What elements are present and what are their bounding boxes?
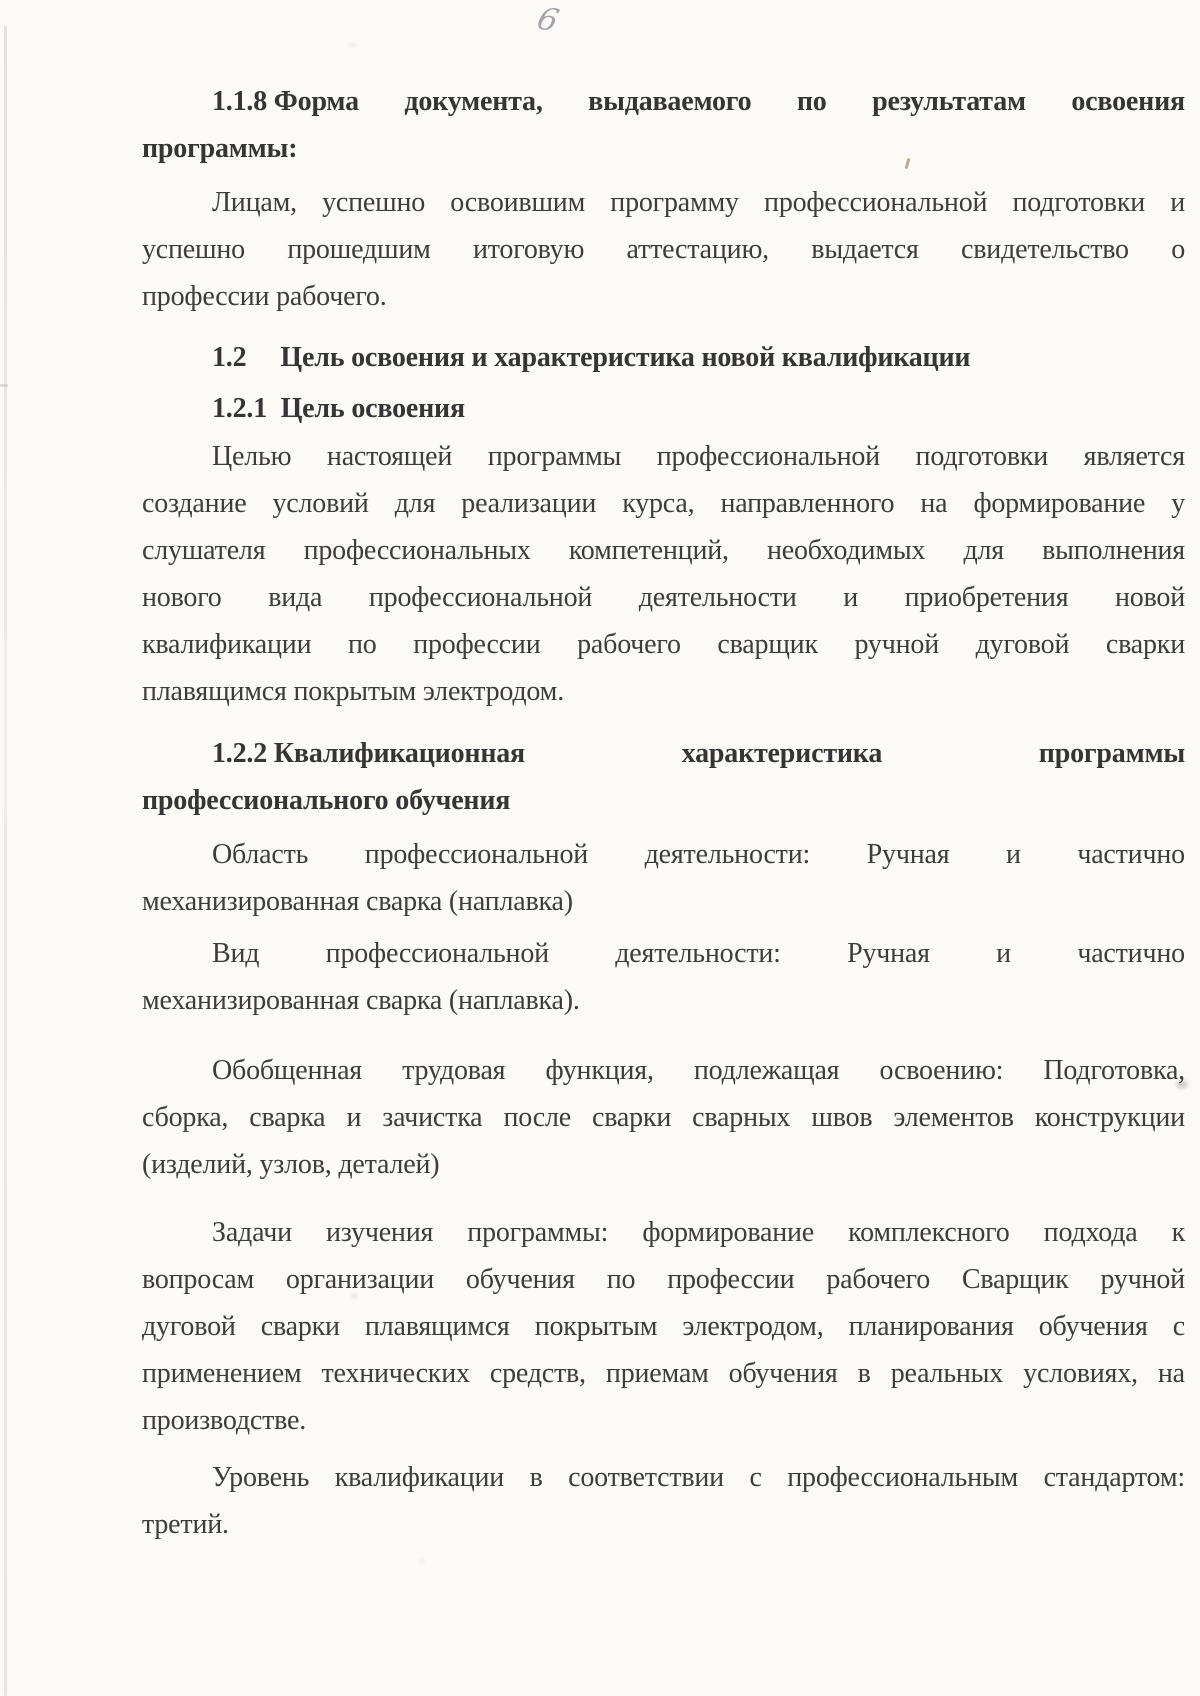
word: рабочего xyxy=(577,629,681,660)
word: и xyxy=(843,582,859,613)
word: о xyxy=(1171,234,1185,265)
text-line: профессионального обучения xyxy=(142,785,511,816)
word: профессии xyxy=(413,629,541,660)
word: и xyxy=(346,1102,362,1133)
word: выполнения xyxy=(1042,535,1185,566)
heading-1-2-1 xyxy=(142,385,1185,432)
word: профессиональной xyxy=(656,441,880,472)
word: 1.2.2 Квалификационная xyxy=(212,738,526,769)
word: итоговую xyxy=(472,234,585,265)
scan-smudge xyxy=(420,1560,424,1563)
word: комплексного xyxy=(848,1217,1010,1248)
word: к xyxy=(1171,1217,1185,1248)
word: формирование xyxy=(642,1217,815,1248)
text-line xyxy=(142,78,1185,125)
word: подготовки xyxy=(915,441,1049,472)
word: сварка xyxy=(249,1102,326,1133)
word: обучения xyxy=(1038,1311,1148,1342)
word: сварных xyxy=(692,1102,791,1133)
text-line xyxy=(142,930,1185,977)
word: характеристика xyxy=(681,738,883,769)
word: деятельности: xyxy=(644,839,811,870)
word: профессиональной xyxy=(325,938,549,969)
word: направленного xyxy=(720,488,895,519)
word: рабочего xyxy=(826,1264,930,1295)
word: подхода xyxy=(1043,1217,1138,1248)
word: освоившим xyxy=(450,187,586,218)
word: успешно xyxy=(142,234,245,265)
word: Уровень xyxy=(212,1462,310,1493)
word: Задачи xyxy=(212,1217,292,1248)
word: Сварщик xyxy=(961,1264,1069,1295)
text-line xyxy=(142,831,1185,878)
word: успешно xyxy=(322,187,426,218)
word: подготовки xyxy=(1012,187,1146,218)
word: квалификации xyxy=(142,629,312,660)
text-line xyxy=(142,1256,1185,1303)
word: профессии xyxy=(667,1264,795,1295)
text-line: производстве. xyxy=(142,1405,307,1436)
word: аттестацию, xyxy=(626,234,769,265)
para-labor-function xyxy=(142,1047,1185,1188)
text-line xyxy=(142,480,1185,527)
para-program-tasks xyxy=(142,1209,1185,1444)
word: профессиональных xyxy=(303,535,531,566)
word: Подготовка, xyxy=(1043,1055,1185,1086)
word: освоению: xyxy=(879,1055,1004,1086)
word: изучения xyxy=(325,1217,434,1248)
heading-1-1-8 xyxy=(142,78,1185,172)
text-line xyxy=(142,1454,1185,1501)
word: зачистка xyxy=(382,1102,483,1133)
word: создание xyxy=(142,488,247,519)
para-type-of-activity xyxy=(142,930,1185,1024)
word: по xyxy=(606,1264,636,1295)
para-area-of-activity xyxy=(142,831,1185,925)
word: сварки xyxy=(260,1311,340,1342)
word: сварки xyxy=(1105,629,1185,660)
word: сборка, xyxy=(142,1102,229,1133)
text-line: профессии рабочего. xyxy=(142,281,387,312)
word: швов xyxy=(811,1102,873,1133)
word: профессиональной xyxy=(764,187,988,218)
word: необходимых xyxy=(766,535,926,566)
word: формирование xyxy=(973,488,1146,519)
text-line: третий. xyxy=(142,1509,229,1540)
word: для xyxy=(963,535,1004,566)
word: профессиональной xyxy=(364,839,589,870)
word: дуговой xyxy=(142,1311,236,1342)
word: деятельности xyxy=(638,582,797,613)
word: компетенций, xyxy=(568,535,729,566)
word: технических xyxy=(321,1358,470,1389)
word: у xyxy=(1171,488,1185,519)
word: программы xyxy=(487,441,622,472)
word: новой xyxy=(1114,582,1185,613)
word: документа, xyxy=(404,86,543,117)
word: является xyxy=(1083,441,1185,472)
word: применением xyxy=(142,1358,302,1389)
word: на xyxy=(1157,1358,1185,1389)
word: ручной xyxy=(1100,1264,1185,1295)
word: и xyxy=(1170,187,1185,218)
heading-1-2 xyxy=(142,334,1185,381)
text-line: плавящимся покрытым электродом. xyxy=(142,676,565,707)
word: в xyxy=(529,1462,543,1493)
word: условий xyxy=(272,488,369,519)
text-line xyxy=(142,574,1185,621)
para-goal xyxy=(142,433,1185,715)
word: для xyxy=(394,488,436,519)
text-line: (изделий, узлов, деталей) xyxy=(142,1149,440,1180)
word: сварки xyxy=(592,1102,672,1133)
word: выдается xyxy=(811,234,919,265)
word: настоящей xyxy=(326,441,453,472)
word: по xyxy=(796,86,827,117)
word: программы: xyxy=(467,1217,609,1248)
word: освоения xyxy=(1071,86,1185,117)
word: обучения xyxy=(465,1264,575,1295)
text-line: механизированная сварка (наплавка). xyxy=(142,985,580,1016)
heading-1-2-2 xyxy=(142,730,1185,824)
word: подлежащая xyxy=(693,1055,840,1086)
word: квалификации xyxy=(334,1462,505,1493)
text-line xyxy=(142,226,1185,273)
word: электродом, xyxy=(682,1311,824,1342)
word: стандартом: xyxy=(1043,1462,1185,1493)
text-line xyxy=(142,1209,1185,1256)
word: результатам xyxy=(872,86,1026,117)
word: планирования xyxy=(848,1311,1014,1342)
word: соответствии xyxy=(568,1462,724,1493)
scan-margin-mark xyxy=(0,384,8,387)
word: приобретения xyxy=(904,582,1069,613)
text-line: механизированная сварка (наплавка) xyxy=(142,886,573,917)
text-line xyxy=(142,730,1185,777)
text-line xyxy=(142,1047,1185,1094)
word: частично xyxy=(1077,938,1185,969)
word: реализации xyxy=(461,488,597,519)
word: слушателя xyxy=(142,535,266,566)
word: условиях, xyxy=(1023,1358,1138,1389)
text-line: 1.2 Цель освоения и характеристика новой квалификации xyxy=(212,342,971,373)
text-line: 1.2.1 Цель освоения xyxy=(212,393,465,424)
word: элементов xyxy=(893,1102,1014,1133)
word: и xyxy=(996,938,1011,969)
scan-edge-line xyxy=(4,26,7,1696)
word: плавящимся xyxy=(364,1311,510,1342)
word: курса, xyxy=(622,488,695,519)
word: трудовая xyxy=(402,1055,506,1086)
word: свидетельство xyxy=(961,234,1129,265)
word: реальных xyxy=(890,1358,1004,1389)
word: обучения xyxy=(728,1358,838,1389)
word: Вид xyxy=(212,938,260,969)
text-line xyxy=(142,1094,1185,1141)
word: Ручная xyxy=(847,938,930,969)
word: по xyxy=(348,629,377,660)
word: Лицам, xyxy=(212,187,297,218)
word: прошедшим xyxy=(287,234,431,265)
word: конструкции xyxy=(1034,1102,1185,1133)
text-line xyxy=(142,1303,1185,1350)
word: приемам xyxy=(605,1358,709,1389)
word: Целью xyxy=(212,441,292,472)
word: выдаваемого xyxy=(588,86,752,117)
word: программу xyxy=(610,187,739,218)
word: Область xyxy=(212,839,309,870)
handwritten-page-number: 6 xyxy=(533,0,563,40)
word: Ручная xyxy=(866,839,950,870)
word: дуговой xyxy=(975,629,1070,660)
word: на xyxy=(920,488,948,519)
word: с xyxy=(1172,1311,1185,1342)
text-line xyxy=(142,1350,1185,1397)
word: организации xyxy=(285,1264,435,1295)
document-text-column xyxy=(142,78,1185,1548)
word: и xyxy=(1005,839,1021,870)
word: ручной xyxy=(854,629,939,660)
text-line xyxy=(142,433,1185,480)
word: в xyxy=(857,1358,871,1389)
word: деятельности: xyxy=(615,938,781,969)
word: профессиональным xyxy=(787,1462,1019,1493)
word: программы xyxy=(1038,738,1185,769)
para-qualification-level xyxy=(142,1454,1185,1548)
word: нового xyxy=(142,582,222,613)
scan-smudge xyxy=(350,44,356,47)
word: после xyxy=(503,1102,571,1133)
word: 1.1.8 Форма xyxy=(212,86,359,117)
text-line xyxy=(142,527,1185,574)
word: вопросам xyxy=(142,1264,255,1295)
word: профессиональной xyxy=(368,582,593,613)
word: с xyxy=(749,1462,762,1493)
word: частично xyxy=(1077,839,1185,870)
word: средств, xyxy=(489,1358,586,1389)
word: вида xyxy=(268,582,323,613)
text-line: программы: xyxy=(142,133,298,164)
text-line xyxy=(142,621,1185,668)
word: Обобщенная xyxy=(212,1055,362,1086)
word: сварщик xyxy=(717,629,818,660)
word: покрытым xyxy=(534,1311,658,1342)
text-line xyxy=(142,179,1185,226)
word: функция, xyxy=(545,1055,654,1086)
para-certificate xyxy=(142,179,1185,320)
